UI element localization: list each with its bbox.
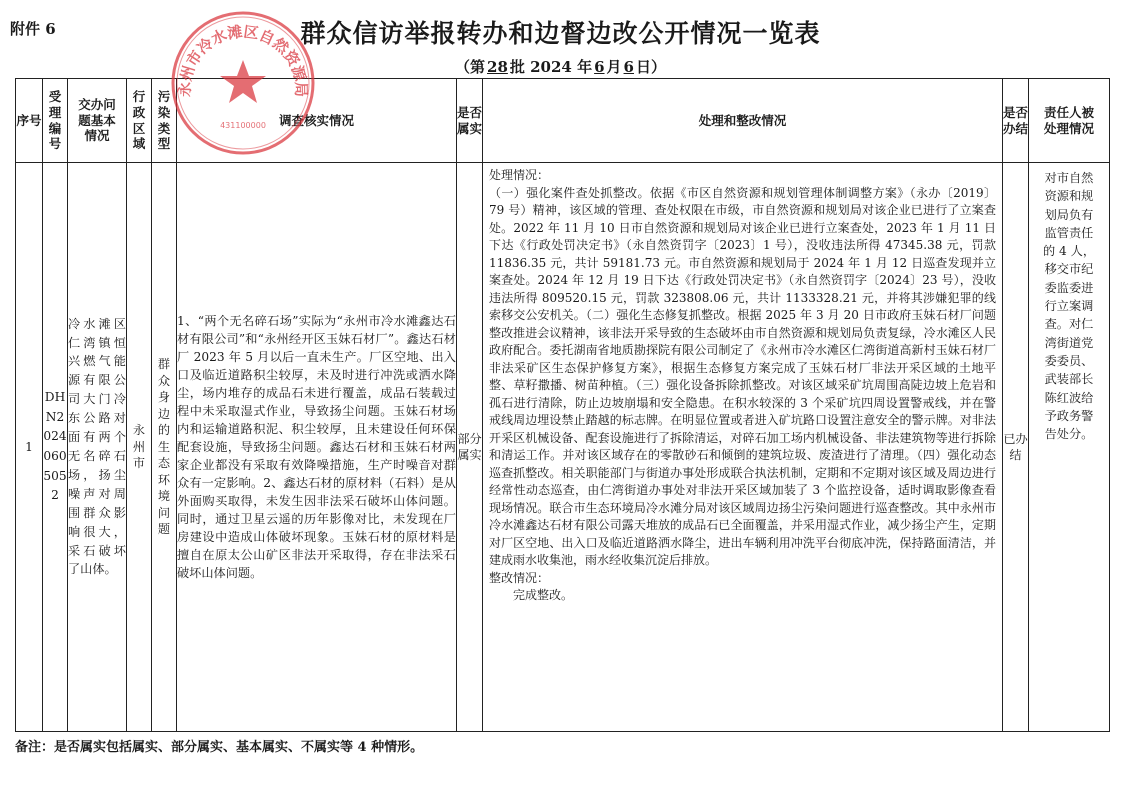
handling-body: （一）强化案件查处抓整改。依据《市区自然资源和规划管理体制调整方案》（永办〔2019〕79 号）精神，该区域的管理、查处权限在市级，市自然资源和规划局对该企业已进行了立案查处。2022 年 11 月 10 日市自然资源和规划局对该企业已进行立案查处，2023 年 1 月 11 日下达《行政处罚决定书》（永自然资罚字〔2023〕1 号），没收违法所得 47345.38 元，罚款 11836.35 元，共计 59181.73 元。市自然资源和规划局于 2024 年 1 月 12 日巡查发现并立案查处。2024 年 12 月 19 日下达《行政处罚决定书》（永自然资罚字〔2024〕23 号），没收违法所得 809520.15 元，罚款 323808.06 元，共计 1133328.21 元，并将其涉嫌犯罪的线索移交公安机关。（二）强化生态修复抓整改。根据 2025 年 3 月 20 日市政府玉妹石材厂问题整改推进会议精神，该非法开采导致的生态破坏由市自然资源和规划局负责复绿，冷水滩区人民政府配合。委托湖南省地质勘探院有限公司制定了《永州市冷水滩区仁湾街道高新村玉妹石材厂非法采矿区生态保护修复方案》，根据生态修复方案完成了玉妹石材厂非法开采区域的土地平整、草籽撒播、树苗种植。（三）强化设备拆除抓整改。对该区域采矿坑周围高陡边坡上危岩和孤石进行清除，防止边坡崩塌和安全隐患。在积水较深的 3 个采矿坑四周设置警戒线，并在警戒线周边埋设禁止踏越的标志牌。在明显位置或者进入矿坑路口设置注意安全的警示牌。对非法开采区机械设备、配套设施进行了拆除清运，对碎石加工场内机械设备、非法建筑物等进行拆除和清运工作。并对该区域存在的零散砂石和倾倒的建筑垃圾、废渣进行了清理。（四）强化动态巡查抓整改。相关职能部门与街道办事处形成联合执法机制，定期和不定期对该区域及周边进行经常性动态巡查，由仁湾街道办事处对非法开采区域加装了 3 个监控设备，适时调取影像查看现场情况。联合市生态环境局冷水滩分局对该区域周边扬尘污染问题进行巡查整改。其中永州市冷水滩鑫达石材有限公司露天堆放的成品石已全面覆盖，并采用湿式作业，减少扬尘产生，定期对厂区空地、出入口及临近道路洒水降尘，进出车辆利用冲洗平台彻底冲洗，保持路面清洁，并建成雨水收集池，雨水经收集沉淀后排放。: [489, 185, 996, 568]
report-table: [15, 78, 1110, 732]
header-pollution-type: 污染类型: [152, 79, 177, 163]
batch-open: （第: [455, 58, 486, 76]
handling-label: 处理情况：: [489, 168, 550, 182]
header-issue: 交办问题基本情况: [68, 79, 127, 163]
row-pollution-type: 群众身边的生态环境问题: [152, 163, 177, 732]
attachment-label: 附件 6: [10, 20, 56, 38]
row-seq: 1: [16, 163, 43, 732]
rectify-status: 完成整改。: [513, 588, 574, 603]
row-accountability: 对市自然资源和规划局负有监管责任的 4 人，移交市纪委监委进行立案调查。对仁湾街道党委委员、武装部长陈红波给予政务警告处分。: [1029, 163, 1110, 732]
row-investigation: 1、“两个无名碎石场”实际为“永州市冷水滩鑫达石材有限公司”和“永州经开区玉妹石材厂”。鑫达石材厂 2023 年 5 月以后一直未生产。厂区空地、出入口及临近道路积尘较厚，未及时进行冲洗或洒水降尘，场内堆存的成品石未进行覆盖，成品石装载过程中未采取湿式作业，导致扬尘问题。玉妹石材场内和运输道路积泥、积尘较厚，且未建设任何环保配套设施，导致扬尘问题。鑫达石材和玉妹石材两家企业都没有采取有效降噪措施，生产时噪音对群众有一定影响。2、鑫达石材的原材料（石料）是从外面购买取得，未发生因非法采石破坏山体问题。同时，通过卫星云遥的历年影像对比，未发现在厂房建设中造成山体破坏现象。玉妹石材的原材料是擅自在原太公山矿区非法开采取得，存在非法采石破坏山体问题。: [177, 163, 457, 732]
batch-mid: 批 2024 年: [509, 58, 593, 76]
row-issue: 冷水滩区仁湾镇恒兴燃气能源有限公司大门冷东公路对面有两个无名碎石场，扬尘噪声对周围群众影响很大，采石破坏了山体。: [68, 163, 127, 732]
header-seq: 序号: [16, 79, 43, 163]
seal-text: 永州市冷水滩区自然资源局: [175, 22, 311, 98]
header-verified: 是否属实: [457, 79, 483, 163]
batch-line: [0, 56, 1121, 77]
batch-number: 28: [487, 58, 508, 76]
batch-month-suffix: 月: [606, 58, 622, 76]
row-handling: [483, 163, 1003, 732]
header-handling: 处理和整改情况: [483, 79, 1003, 163]
row-code: DHN20240605052: [43, 163, 68, 732]
header-region: 行政区域: [127, 79, 152, 163]
batch-day: 6: [623, 58, 634, 76]
row-completed: 已办结: [1003, 163, 1029, 732]
row-verified: 部分属实: [457, 163, 483, 732]
rectify-label: 整改情况：: [489, 570, 550, 585]
header-row: [16, 79, 1110, 163]
header-completed: 是否办结: [1003, 79, 1029, 163]
header-investigation: 调查核实情况: [177, 79, 457, 163]
header-code: 受理编号: [43, 79, 68, 163]
row-region: 永州市: [127, 163, 152, 732]
batch-month: 6: [594, 58, 605, 76]
batch-close: 日）: [635, 58, 666, 76]
seal-code: 431100000: [220, 121, 266, 130]
table-row: [16, 163, 1110, 732]
page-title: 群众信访举报转办和边督边改公开情况一览表: [300, 19, 821, 48]
footnote: 备注：是否属实包括属实、部分属实、基本属实、不属实等 4 种情形。: [15, 740, 424, 755]
header-accountability: 责任人被处理情况: [1029, 79, 1110, 163]
